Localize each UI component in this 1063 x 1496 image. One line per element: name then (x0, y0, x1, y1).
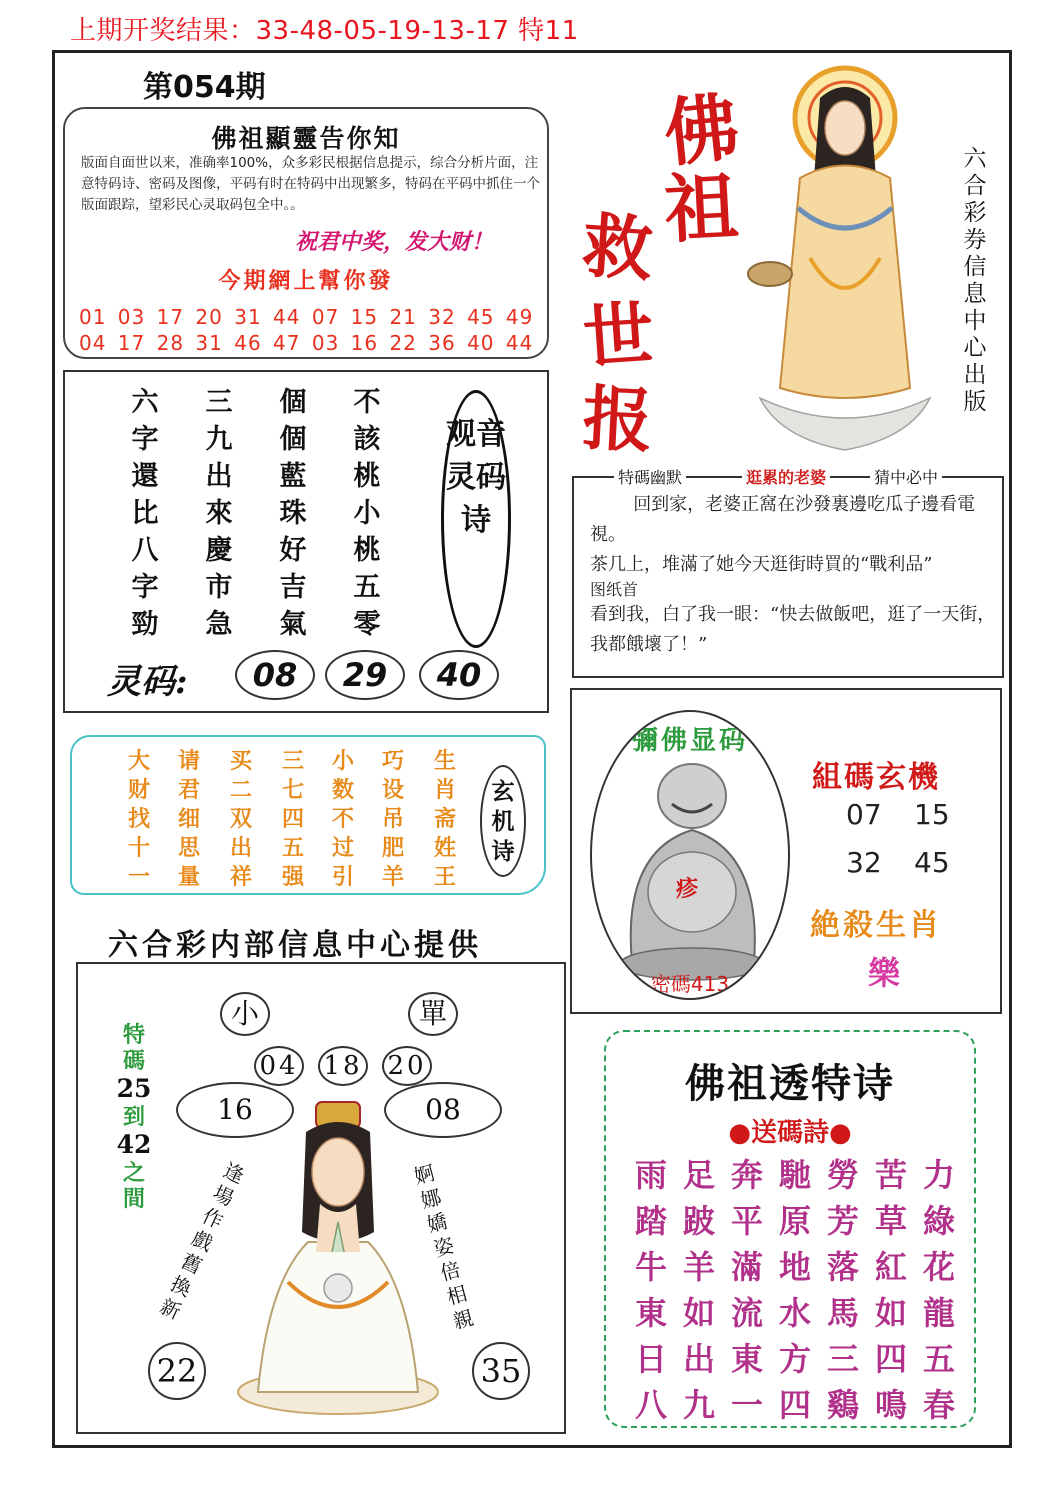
number-row-1: 01 03 17 20 31 44 07 15 21 32 45 49 (79, 305, 534, 329)
corner-number-right: 35 (472, 1342, 530, 1400)
joke-box (572, 468, 1004, 678)
right-poem-column: 馳原地水方四 (778, 1156, 811, 1424)
right-number-oval: 08 (384, 1082, 502, 1138)
te-to: 42 (116, 1130, 152, 1159)
provider-text: 六合彩内部信息中心提供 (108, 928, 482, 963)
title-char: 救 (579, 203, 656, 292)
single-label: 單 (408, 992, 458, 1036)
guanyin-poem-box (63, 370, 549, 713)
buddha-box (570, 688, 1002, 1014)
right-poem-column: 足跛羊如出九 (682, 1156, 715, 1424)
title-char: 报 (580, 376, 655, 463)
kill-zodiac-title: 絶殺生肖 (810, 908, 942, 943)
poem-column: 不該桃小桃五零 (353, 387, 381, 640)
mystic-column: 生肖斋姓王 (433, 748, 456, 890)
te-to-label: 到 (122, 1104, 145, 1130)
joke-header-right: 猜中必中 (870, 465, 942, 488)
mystic-oval-title: 玄机诗 (491, 778, 515, 865)
joke-paragraph: 看到我，白了我一眼：“快去做飯吧，逛了一天街，我都餓壞了！” (590, 604, 996, 655)
right-poem-column: 力綠花龍五春 (922, 1156, 955, 1424)
kill-zodiac-value: 樂 (868, 954, 901, 992)
poem-column: 個個藍珠好吉氣 (279, 387, 307, 640)
corner-number-left: 22 (148, 1342, 206, 1400)
lingma-number: 29 (325, 650, 405, 700)
mystic-column: 三七四五强 (281, 748, 304, 890)
lingma-number: 40 (419, 650, 499, 700)
left-number-oval: 16 (176, 1082, 294, 1138)
te-label: 特 (122, 1022, 145, 1048)
poem-column: 六字還比八字勁 (131, 387, 159, 640)
combo-number: 32 (846, 846, 882, 879)
right-poem-subtitle: ●送碼詩● (728, 1118, 852, 1148)
right-poem-column: 勞芳落馬三鷄 (826, 1156, 859, 1424)
poem-title-oval (441, 390, 511, 648)
publisher-text: 六合彩券信息中心出版 (963, 146, 987, 415)
mystic-poem-box (70, 735, 546, 895)
buddha-oval (590, 710, 790, 1000)
mystic-title-oval (480, 765, 526, 877)
web-help-title: 今期網上幫你發 (218, 268, 394, 294)
announce-body: 版面自面世以来，准确率100%，众多彩民根据信息提示，综合分析片面，注意特码诗、密码及图像，平码有时在特码中出现繁多，特码在平码中抓住一个版面跟踪，望彩民心灵取码包全中。。 (81, 155, 540, 213)
announce-box (63, 107, 549, 359)
te-range (114, 1022, 154, 1212)
top-number: 04 (254, 1046, 304, 1086)
poem-oval-title: 观音灵码诗 (446, 417, 506, 538)
congrats-text: 祝君中奖，发大财！ (295, 229, 494, 255)
joke-watermark: 图纸首 (590, 580, 639, 599)
number-row-2: 04 17 28 31 46 47 03 16 22 36 40 44 (79, 331, 534, 355)
right-poem-title: 佛祖透特诗 (685, 1060, 895, 1107)
top-number: 20 (382, 1046, 432, 1086)
joke-text (590, 490, 998, 660)
combo-number: 15 (914, 798, 950, 831)
right-poem-column: 雨踏牛東日八 (634, 1156, 667, 1424)
mystic-column: 买二双出祥 (229, 748, 252, 890)
title-char: 祖 (662, 164, 741, 254)
announce-title: 佛祖顯靈告你知 (211, 124, 401, 153)
title-char: 世 (580, 291, 657, 380)
right-poem-column: 苦草紅如四鳴 (874, 1156, 907, 1424)
mystic-column: 大财找十一 (127, 748, 150, 890)
left-verse: 逢場作戲舊換新 (156, 1157, 249, 1325)
combo-number: 45 (914, 846, 950, 879)
right-poem-box (604, 1030, 976, 1428)
mystic-column: 巧设吊肥羊 (381, 748, 404, 890)
seated-guanyin-image (228, 1092, 448, 1422)
bottom-left-box (76, 962, 566, 1434)
combo-title: 組碼玄機 (812, 760, 940, 795)
buddha-arc-title: 彌佛显码 (631, 726, 748, 756)
joke-title: 逛累的老婆 (742, 465, 830, 488)
right-verse: 婀娜嬌姿倍相親 (411, 1160, 477, 1334)
te-label: 碼 (122, 1048, 145, 1074)
lingma-number: 08 (235, 650, 315, 700)
te-between: 之間 (123, 1160, 146, 1212)
mystic-column: 小数不过引 (331, 748, 354, 890)
standing-guanyin-image (740, 58, 950, 458)
last-result-banner: 上期开奖结果：33-48-05-19-13-17 特11 (70, 16, 579, 46)
poem-column: 三九出來慶市急 (205, 387, 233, 640)
te-from: 25 (116, 1074, 152, 1103)
joke-paragraph: 茶几上，堆滿了她今天逛街時買的“戰利品” (590, 554, 933, 575)
secret-code: 密碼413 (650, 972, 730, 996)
small-label: 小 (220, 992, 270, 1036)
lingma-label: 灵码: (107, 662, 188, 702)
mystic-column: 请君细思量 (177, 748, 200, 890)
title-char: 佛 (660, 84, 743, 178)
top-number: 18 (318, 1046, 368, 1086)
joke-paragraph: 回到家，老婆正窩在沙發裏邊吃瓜子邊看電視。 (590, 494, 976, 545)
joke-header-left: 特碼幽默 (614, 465, 686, 488)
issue-number: 第054期 (143, 70, 266, 105)
buddha-center-char: 疹 (676, 876, 699, 902)
combo-number: 07 (846, 798, 882, 831)
right-poem-column: 奔平滿流東一 (730, 1156, 763, 1424)
